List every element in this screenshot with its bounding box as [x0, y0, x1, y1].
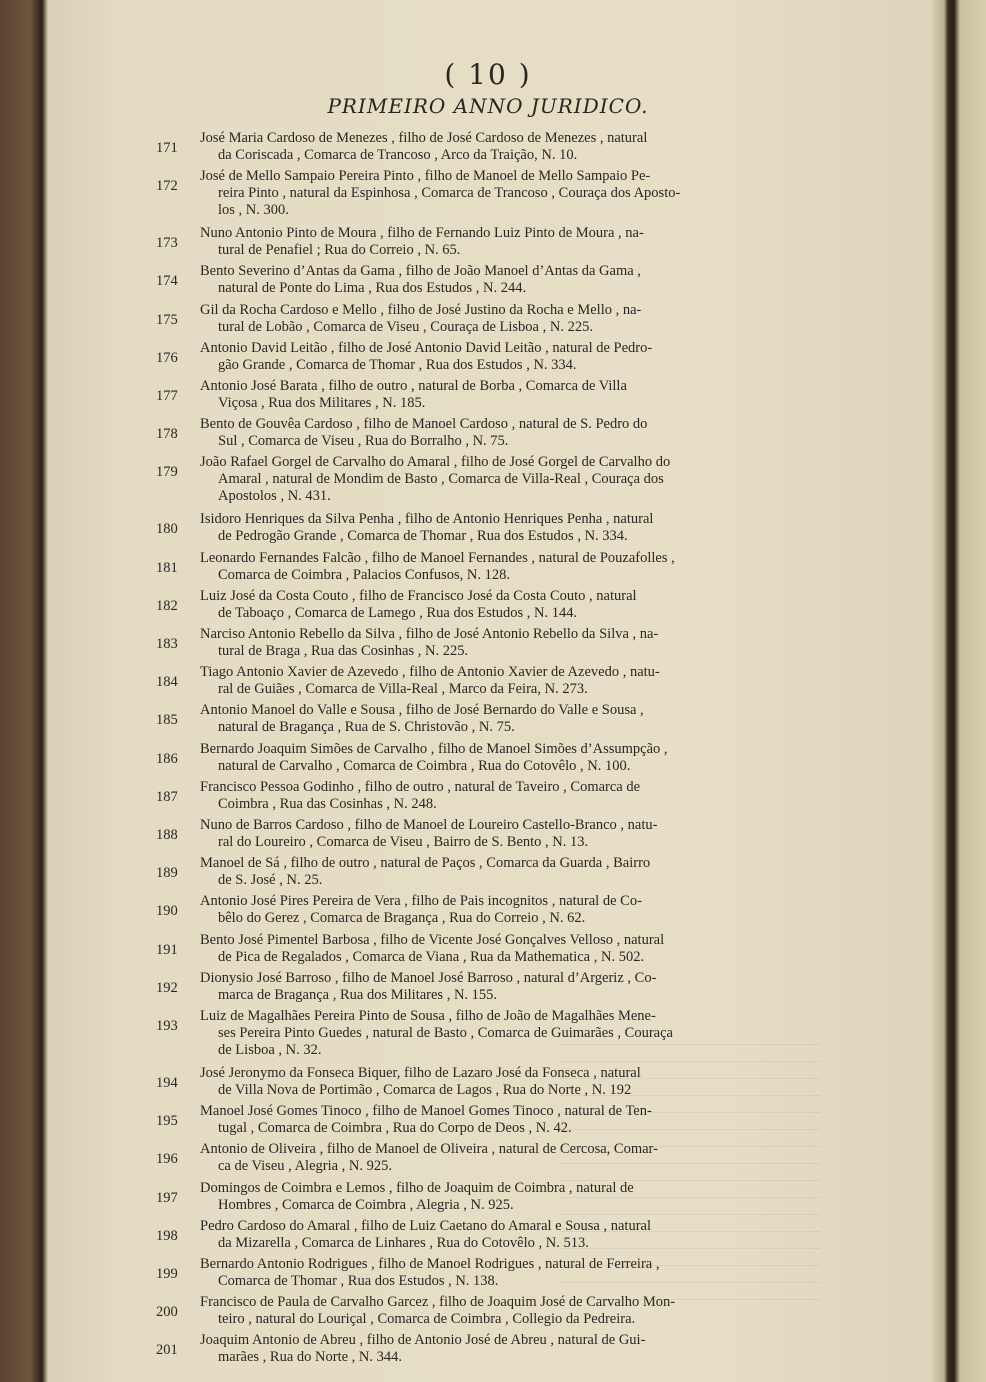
list-item: [48, 130, 945, 170]
list-item: [48, 817, 945, 857]
entry-line: Viçosa , Rua dos Militares , N. 185.: [218, 395, 426, 411]
entry-number: 174: [156, 273, 178, 290]
list-item: [48, 588, 945, 628]
entry-line: de Taboaço , Comarca de Lamego , Rua dos Estudos , N. 144.: [218, 604, 578, 621]
entry-line: Domingos de Coimbra e Lemos , filho de Joaquim de Coimbra , natural de: [200, 1179, 634, 1196]
entry-number: 176: [156, 349, 178, 366]
entry-line: gão Grande , Comarca de Thomar , Rua dos Estudos , N. 334.: [218, 356, 577, 373]
entry-line: Francisco de Paula de Carvalho Garcez , filho de Joaquim José de Carvalho Mon-: [200, 1294, 676, 1311]
entry-line: Luiz José da Costa Couto , filho de Francisco José da Costa Couto , natural: [200, 587, 637, 604]
entry-line: ses Pereira Pinto Guedes , natural de Basto , Comarca de Guimarães , Couraça: [218, 1025, 673, 1041]
entry-number: 191: [156, 941, 178, 958]
entry-number: 194: [156, 1075, 178, 1091]
list-item: [48, 511, 945, 551]
entry-line: natural de Carvalho , Comarca de Coimbra , Rua do Cotovêlo , N. 100.: [218, 757, 631, 774]
entry-line: Manoel José Gomes Tinoco , filho de Manoel Gomes Tinoco , natural de Ten-: [200, 1103, 652, 1120]
entry-line: tural de Braga , Rua das Cosinhas , N. 225.: [218, 643, 469, 659]
entry-line: Comarca de Thomar , Rua dos Estudos , N. 138.: [218, 1273, 499, 1289]
entry-number: 183: [156, 636, 178, 652]
entry-line: ral do Loureiro , Comarca de Viseu , Bairro de S. Bento , N. 13.: [218, 834, 589, 850]
entry-line: Bento Severino d’Antas da Gama , filho de João Manoel d’Antas da Gama ,: [200, 263, 641, 280]
entry-line: Joaquim Antonio de Abreu , filho de Antonio José de Abreu , natural de Gui-: [200, 1332, 646, 1349]
list-item: [48, 626, 945, 666]
entry-line: Antonio David Leitão , filho de José Antonio David Leitão , natural de Pedro-: [200, 339, 653, 356]
entry-number: 179: [156, 464, 178, 481]
entry-line: Manoel de Sá , filho de outro , natural de Paços , Comarca da Guarda , Bairro: [200, 855, 651, 872]
entry-number: 195: [156, 1113, 178, 1130]
list-item: [48, 263, 945, 303]
entry-line: da Mizarella , Comarca de Linhares , Rua do Cotovêlo , N. 513.: [218, 1234, 589, 1251]
entry-line: tural de Penafiel ; Rua do Correio , N. 65.: [218, 242, 461, 259]
entry-number: 173: [156, 235, 178, 252]
entry-line: Narciso Antonio Rebello da Silva , filho de José Antonio Rebello da Silva , na-: [200, 626, 659, 642]
page-number: ( 10 ): [444, 58, 532, 91]
entry-number: 196: [156, 1151, 178, 1168]
entry-line: Tiago Antonio Xavier de Azevedo , filho de Antonio Xavier de Azevedo , natu-: [200, 664, 660, 681]
list-item: [48, 855, 945, 895]
list-item: [48, 779, 945, 819]
entry-line: da Coriscada , Comarca de Trancoso , Arco da Traição, N. 10.: [218, 147, 578, 163]
entry-line: natural de Bragança , Rua de S. Christovão , N. 75.: [218, 719, 515, 736]
entry-line: de Pedrogão Grande , Comarca de Thomar , Rua dos Estudos , N. 334.: [218, 528, 628, 545]
entry-line: de Pica de Regalados , Comarca de Viana , Rua da Mathematica , N. 502.: [218, 948, 645, 965]
list-item: [48, 378, 945, 418]
entry-number: 182: [156, 597, 178, 614]
entry-number: 188: [156, 827, 178, 843]
list-item: [48, 454, 945, 512]
list-item: [48, 741, 945, 781]
entry-line: Leonardo Fernandes Falcão , filho de Manoel Fernandes , natural de Pouzafolles ,: [200, 549, 675, 566]
entry-line: Bernardo Joaquim Simões de Carvalho , filho de Manoel Simões d’Assumpção ,: [200, 740, 668, 757]
entry-number: 175: [156, 311, 178, 328]
entry-line: reira Pinto , natural da Espinhosa , Comarca de Trancoso , Couraça dos Aposto-: [218, 185, 681, 202]
entry-line: ca de Viseu , Alegria , N. 925.: [218, 1158, 393, 1175]
entry-line: Pedro Cardoso do Amaral , filho de Luiz Caetano do Amaral e Sousa , natural: [200, 1217, 652, 1234]
entry-line: teiro , natural do Louriçal , Comarca de Coimbra , Collegio da Pedreira.: [218, 1311, 636, 1328]
entry-line: tugal , Comarca de Coimbra , Rua do Corpo de Deos , N. 42.: [218, 1120, 572, 1137]
entry-line: Coimbra , Rua das Cosinhas , N. 248.: [218, 795, 437, 812]
list-item: [48, 1256, 945, 1296]
entry-number: 197: [156, 1189, 178, 1206]
entry-line: tural de Lobão , Comarca de Viseu , Couraça de Lisboa , N. 225.: [218, 318, 593, 335]
entry-line: Antonio José Barata , filho de outro , natural de Borba , Comarca de Villa: [200, 378, 627, 394]
list-item: [48, 893, 945, 933]
entry-line: marães , Rua do Norte , N. 344.: [218, 1349, 403, 1366]
entry-line: de S. José , N. 25.: [218, 872, 323, 889]
entry-line: los , N. 300.: [218, 202, 289, 219]
list-item: [48, 225, 945, 265]
list-item: [48, 416, 945, 456]
entry-line: Nuno de Barros Cardoso , filho de Manoel de Loureiro Castello-Branco , natu-: [200, 817, 658, 833]
entry-line: Amaral , natural de Mondim de Basto , Comarca de Villa-Real , Couraça dos: [218, 471, 664, 488]
entry-number: 187: [156, 788, 178, 805]
list-item: [48, 1294, 945, 1334]
entry-line: Nuno Antonio Pinto de Moura , filho de Fernando Luiz Pinto de Moura , na-: [200, 225, 644, 242]
entry-line: ral de Guiães , Comarca de Villa-Real , Marco da Feira, N. 273.: [218, 681, 588, 698]
entry-line: Comarca de Coimbra , Palacios Confusos, N. 128.: [218, 566, 510, 583]
entry-line: Bento José Pimentel Barbosa , filho de Vicente José Gonçalves Velloso , natural: [200, 931, 665, 948]
entry-line: Antonio José Pires Pereira de Vera , filho de Pais incognitos , natural de Co-: [200, 893, 642, 910]
entry-line: Sul , Comarca de Viseu , Rua do Borralho , N. 75.: [218, 433, 509, 450]
entry-number: 172: [156, 178, 178, 195]
entry-line: Antonio Manoel do Valle e Sousa , filho de José Bernardo do Valle e Sousa ,: [200, 702, 644, 719]
entry-line: Antonio de Oliveira , filho de Manoel de Oliveira , natural de Cercosa, Comar-: [200, 1141, 658, 1158]
entry-number: 185: [156, 712, 178, 729]
entry-line: José de Mello Sampaio Pereira Pinto , filho de Manoel de Mello Sampaio Pe-: [200, 168, 651, 185]
entry-line: João Rafael Gorgel de Carvalho do Amaral , filho de José Gorgel de Carvalho do: [200, 454, 671, 471]
list-item: [48, 1218, 945, 1258]
entry-number: 177: [156, 388, 178, 404]
entry-number: 171: [156, 140, 178, 156]
entry-line: Apostolos , N. 431.: [218, 488, 331, 505]
list-item: [48, 1065, 945, 1105]
list-item: [48, 1180, 945, 1220]
entry-line: José Maria Cardoso de Menezes , filho de José Cardoso de Menezes , natural: [200, 130, 648, 146]
entry-line: natural de Ponte do Lima , Rua dos Estudos , N. 244.: [218, 280, 527, 297]
entry-number: 189: [156, 865, 178, 882]
entry-line: de Lisboa , N. 32.: [218, 1042, 322, 1058]
list-item: [48, 550, 945, 590]
section-title: PRIMEIRO ANNO JURIDICO.: [327, 94, 649, 118]
list-item: [48, 702, 945, 742]
list-item: [48, 932, 945, 972]
list-item: [48, 970, 945, 1010]
list-item: [48, 1141, 945, 1181]
entry-number: 192: [156, 979, 178, 996]
entry-number: 199: [156, 1266, 178, 1282]
entry-line: marca de Bragança , Rua dos Militares , N. 155.: [218, 986, 498, 1003]
list-item: [48, 302, 945, 342]
entry-line: bêlo do Gerez , Comarca de Bragança , Rua do Correio , N. 62.: [218, 910, 586, 927]
entry-line: José Jeronymo da Fonseca Biquer, filho de Lazaro José da Fonseca , natural: [200, 1065, 641, 1081]
entry-line: Bernardo Antonio Rodrigues , filho de Manoel Rodrigues , natural de Ferreira ,: [200, 1256, 660, 1272]
entry-line: de Villa Nova de Portimão , Comarca de Lagos , Rua do Norte , N. 192: [218, 1082, 632, 1098]
document-page: [48, 0, 945, 1382]
list-item: [48, 1103, 945, 1143]
entry-number: 193: [156, 1018, 178, 1034]
entry-number: 198: [156, 1227, 178, 1244]
entry-number: 178: [156, 426, 178, 443]
list-item: [48, 1332, 945, 1372]
entry-line: Gil da Rocha Cardoso e Mello , filho de José Justino da Rocha e Mello , na-: [200, 301, 642, 318]
entry-line: Dionysio José Barroso , filho de Manoel José Barroso , natural d’Argeriz , Co-: [200, 969, 657, 986]
list-item: [48, 340, 945, 380]
entry-number: 180: [156, 521, 178, 538]
entry-number: 200: [156, 1304, 178, 1321]
entry-line: Bento de Gouvêa Cardoso , filho de Manoel Cardoso , natural de S. Pedro do: [200, 416, 648, 433]
entry-line: Isidoro Henriques da Silva Penha , filho de Antonio Henriques Penha , natural: [200, 511, 654, 528]
entry-number: 201: [156, 1342, 178, 1359]
list-item: [48, 664, 945, 704]
entry-line: Hombres , Comarca de Coimbra , Alegria , N. 925.: [218, 1196, 514, 1213]
entry-line: Luiz de Magalhães Pereira Pinto de Sousa , filho de João de Magalhães Mene-: [200, 1008, 656, 1024]
entry-number: 184: [156, 674, 178, 691]
list-item: [48, 168, 945, 226]
entry-line: Francisco Pessoa Godinho , filho de outro , natural de Taveiro , Comarca de: [200, 778, 641, 795]
entry-number: 181: [156, 559, 178, 576]
list-item: [48, 1008, 945, 1066]
entry-number: 190: [156, 903, 178, 920]
entry-number: 186: [156, 750, 178, 767]
